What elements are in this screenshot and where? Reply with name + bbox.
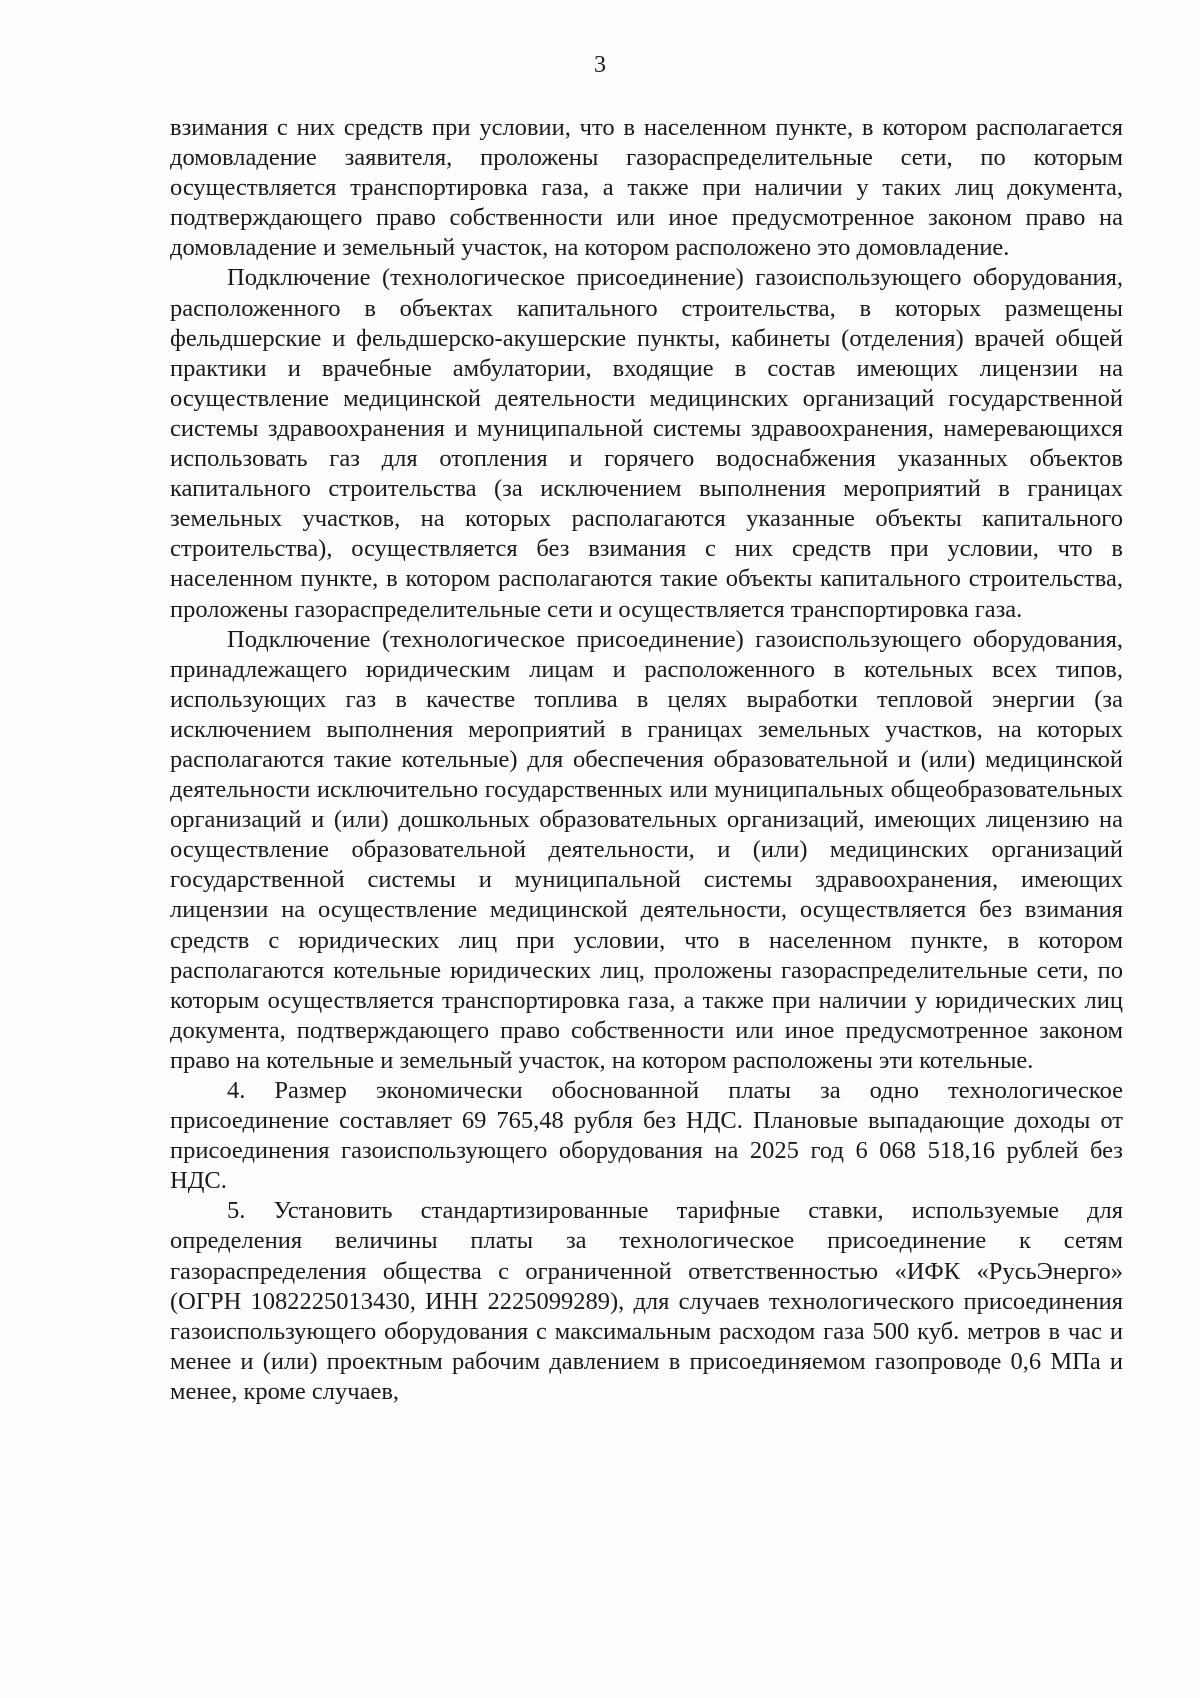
page-number: 3 xyxy=(594,52,606,78)
paragraph-item-4-fee-size: 4. Размер экономически обоснованной платы за одно технологическое присоединение составляет 69 765,48 рубля без НДС. Плановые выпадающие доходы от присоединения газоиспользующего оборудования на 2025 год 6 068 518,16 рублей без НДС. xyxy=(170,1077,1123,1195)
paragraph-boiler-houses: Подключение (технологическое присоединение) газоиспользующего оборудования, принадлежащего юридическим лицам и расположенного в котельных всех типов, использующих газ в качестве топлива в целях выработки тепловой энергии (за исключением выполнения мероприятий в границах земельных участков, на которых располагаются такие котельные) для обеспечения образовательной и (или) медицинской деятельности исключительно государственных или муниципальных общеобразовательных организаций и (или) дошкольных образовательных организаций, имеющих лицензию на осуществление образовательной деятельности, и (или) медицинских организаций государственной системы и муниципальной системы здравоохранения, имеющих лицензии на осуществление медицинской деятельности, осуществляется без взимания средств с юридических лиц при условии, что в населенном пункте, в котором располагаются котельные юридических лиц, проложены газораспределительные сети, по которым осуществляется транспортировка газа, а также при наличии у юридических лиц документа, подтверждающего право собственности или иное предусмотренное законом право на котельные и земельный участок, на котором расположены эти котельные. xyxy=(170,625,1123,1074)
paragraph-item-5-tariff-rates: 5. Установить стандартизированные тарифные ставки, используемые для определения величины платы за технологическое присоединение к сетям газораспределения общества с ограниченной ответственностью «ИФК «РусьЭнерго» (ОГРН 1082225013430, ИНН 2225099289), для случаев технологического присоединения газоиспользующего оборудования с максимальным расходом газа 500 куб. метров в час и менее и (или) проектным рабочим давлением в присоединяемом газопроводе 0,6 МПа и менее, кроме случаев, xyxy=(170,1197,1123,1405)
paragraph-medical-points: Подключение (технологическое присоединение) газоиспользующего оборудования, расположенного в объектах капитального строительства, в которых размещены фельдшерские и фельдшерско-акушерские пункты, кабинеты (отделения) врачей общей практики и врачебные амбулатории, входящие в состав имеющих лицензии на осуществление медицинской деятельности медицинских организаций государственной системы здравоохранения и муниципальной системы здравоохранения, намеревающихся использовать газ для отопления и горячего водоснабжения указанных объектов капитального строительства (за исключением выполнения мероприятий в границах земельных участков, на которых располагаются указанные объекты капитального строительства), осуществляется без взимания с них средств при условии, что в населенном пункте, в котором располагаются такие объекты капитального строительства, проложены газораспределительные сети и осуществляется транспортировка газа. xyxy=(170,264,1123,623)
paragraph-continuation: взимания с них средств при условии, что в населенном пункте, в котором располагается домовладение заявителя, проложены газораспределительные сети, по которым осуществляется транспортировка газа, а также при наличии у таких лиц документа, подтверждающего право собственности или иное предусмотренное законом право на домовладение и земельный участок, на котором расположено это домовладение. xyxy=(170,114,1123,262)
document-body xyxy=(170,113,1123,1407)
